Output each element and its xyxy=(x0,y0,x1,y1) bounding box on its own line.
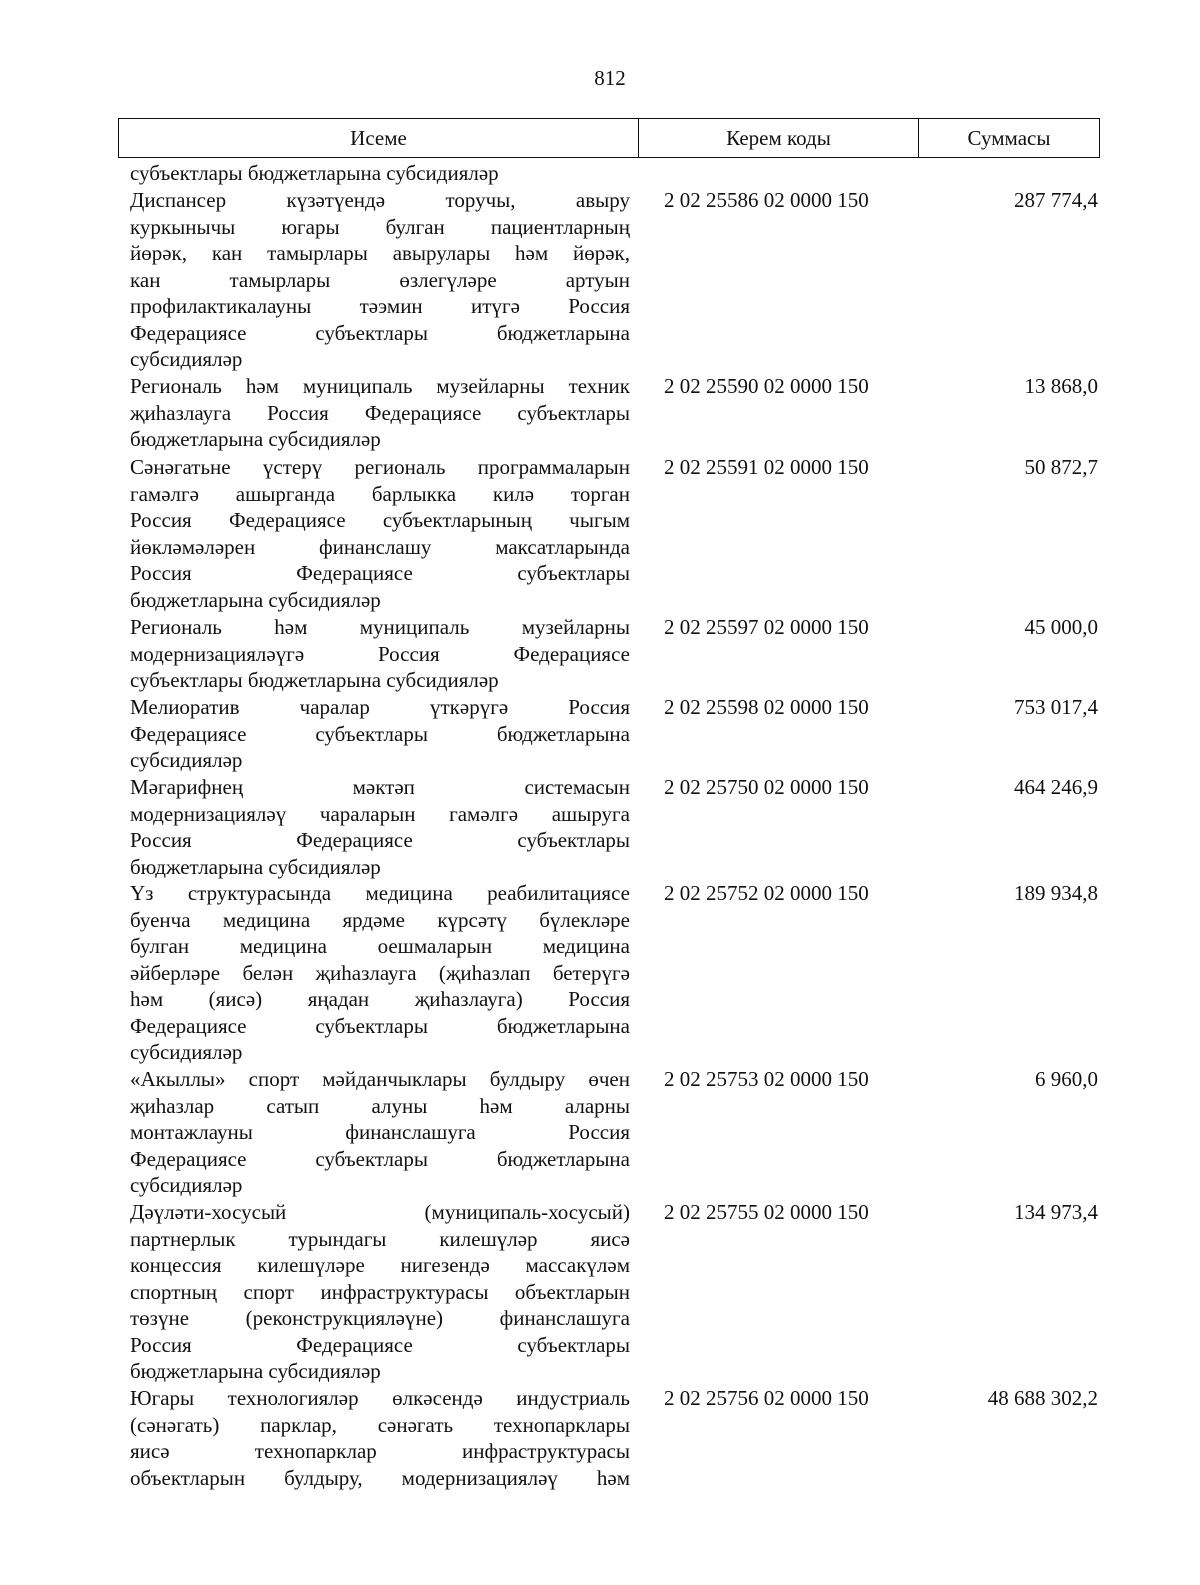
row-name-line: субсидияләр xyxy=(130,347,243,371)
row-name-line: субсидияләр xyxy=(130,1173,243,1197)
row-name-line: Үз структурасында медицина реабилитациясе xyxy=(130,881,630,905)
row-name-line: Россия Федерациясе субъектлары xyxy=(130,561,630,585)
row-name-line: «Акыллы» спорт мәйданчыклары булдыру өчен xyxy=(130,1067,630,1091)
row-name-line: монтажлауны финанслашуга Россия xyxy=(130,1120,630,1144)
row-name-line: яисә технопарклар инфраструктурасы xyxy=(130,1439,630,1463)
row-name-line: партнерлык турындагы килешүләр яисә xyxy=(130,1226,630,1251)
row-name-line: бюджетларына субсидияләр xyxy=(130,427,381,451)
row-sum: 48 688 302,2 xyxy=(987,1386,1098,1410)
row-sum: 753 017,4 xyxy=(1014,695,1098,719)
row-name xyxy=(130,694,630,774)
row-name-line: бюджетларына субсидияләр xyxy=(130,1359,381,1383)
row-name-line: гамәлгә ашырганда барлыкка килә торган xyxy=(130,481,630,506)
row-name-line: Россия Федерациясе субъектлары xyxy=(130,828,630,852)
row-name-line: профилактикалауны тәэмин итүгә Россия xyxy=(130,294,630,318)
row-name-line: буенча медицина ярдәме күрсәтү бүлекләре xyxy=(130,907,630,932)
row-name-line: Диспансер күзәтүендә торучы, авыру xyxy=(130,188,630,212)
row-code: 2 02 25586 02 0000 150 xyxy=(664,188,869,212)
row-name-line: җиһазлар сатып алуны һәм аларны xyxy=(130,1093,630,1118)
row-name-line: (сәнәгать) парклар, сәнәгать технопарклары xyxy=(130,1412,630,1437)
page-number: 812 xyxy=(594,66,626,90)
row-name-line: бюджетларына субсидияләр xyxy=(130,587,381,612)
row-code: 2 02 25590 02 0000 150 xyxy=(664,374,869,398)
row-sum: 464 246,9 xyxy=(1014,775,1098,799)
row-code: 2 02 25755 02 0000 150 xyxy=(664,1200,869,1224)
column-header-sum: Суммасы xyxy=(967,125,1051,150)
carry-over-text xyxy=(130,160,630,187)
row-name-line: Федерациясе субъектлары бюджетларына xyxy=(130,1146,630,1171)
row-sum: 189 934,8 xyxy=(1014,881,1098,905)
row-name-line: Россия Федерациясе субъектлары xyxy=(130,1332,630,1357)
row-sum: 134 973,4 xyxy=(1014,1200,1098,1224)
row-code: 2 02 25752 02 0000 150 xyxy=(664,881,869,905)
table-header xyxy=(118,118,1100,158)
column-header-code: Керем коды xyxy=(639,119,919,157)
carry-over-line: субъектлары бюджетларына субсидияләр xyxy=(130,161,499,185)
row-name-line: спортның спорт инфраструктурасы объектларын xyxy=(130,1279,630,1304)
row-name-line: төзүне (реконструкцияләүне) финанслашуга xyxy=(130,1306,630,1330)
row-sum: 13 868,0 xyxy=(1024,374,1098,398)
row-name-line: модернизацияләүгә Россия Федерациясе xyxy=(130,641,630,666)
row-code: 2 02 25750 02 0000 150 xyxy=(664,775,869,799)
row-name-line: булган медицина оешмаларын медицина xyxy=(130,934,630,958)
row-sum: 287 774,4 xyxy=(1014,188,1098,212)
row-code: 2 02 25756 02 0000 150 xyxy=(664,1386,869,1410)
row-name-line: йөрәк, кан тамырлары авырулары һәм йөрәк, xyxy=(130,241,630,265)
row-name-line: концессия килешүләре нигезендә массакүләм xyxy=(130,1253,630,1277)
row-name-line: җиһазлауга Россия Федерациясе субъектлары xyxy=(130,400,630,425)
row-name-line: Дәүләти-хосусый (муниципаль-хосусый) xyxy=(130,1200,630,1224)
row-name-line: кан тамырлары өзлегүләре артуын xyxy=(130,267,630,292)
row-code: 2 02 25598 02 0000 150 xyxy=(664,695,869,719)
row-name xyxy=(130,187,630,373)
row-name-line: субсидияләр xyxy=(130,748,243,772)
row-name-line: Федерациясе субъектлары бюджетларына xyxy=(130,320,630,345)
row-name xyxy=(130,1385,630,1491)
row-code: 2 02 25753 02 0000 150 xyxy=(664,1067,869,1091)
row-name-line: Мелиоратив чаралар үткәрүгә Россия xyxy=(130,695,630,719)
column-header-name: Исеме xyxy=(119,119,639,157)
row-name-line: Мәгарифнең мәктәп системасын xyxy=(130,775,630,799)
row-code: 2 02 25597 02 0000 150 xyxy=(664,615,869,639)
row-name-line: куркынычы югары булган пациентларның xyxy=(130,214,630,239)
row-name-line: һәм (яисә) яңадан җиһазлауга) Россия xyxy=(130,987,630,1011)
row-name-line: Федерациясе субъектлары бюджетларына xyxy=(130,721,630,746)
row-name xyxy=(130,774,630,880)
row-name-line: Сәнәгатьне үстерү региональ программаларын xyxy=(130,455,630,479)
row-name xyxy=(130,880,630,1066)
row-name-line: субсидияләр xyxy=(130,1040,243,1064)
row-name-line: Россия Федерациясе субъектларының чыгым xyxy=(130,508,630,532)
row-name-line: әйберләре белән җиһазлауга (җиһазлап бетерүгә xyxy=(130,960,630,985)
row-name-line: бюджетларына субсидияләр xyxy=(130,854,381,879)
row-name-line: Региональ һәм муниципаль музейларны xyxy=(130,615,630,639)
row-sum: 6 960,0 xyxy=(1035,1067,1098,1091)
row-name xyxy=(130,614,630,694)
row-name xyxy=(130,454,630,613)
row-name-line: Югары технологияләр өлкәсендә индустриаль xyxy=(130,1386,630,1410)
row-name-line: Региональ һәм муниципаль музейларны техник xyxy=(130,374,630,398)
row-name xyxy=(130,373,630,453)
row-name-line: йөкләмәләрен финанслашу максатларында xyxy=(130,534,630,559)
row-name-line: Федерациясе субъектлары бюджетларына xyxy=(130,1013,630,1038)
row-name-line: субъектлары бюджетларына субсидияләр xyxy=(130,668,499,692)
row-name-line: объектларын булдыру, модернизацияләү һәм xyxy=(130,1465,630,1490)
row-sum: 45 000,0 xyxy=(1024,615,1098,639)
row-name xyxy=(130,1066,630,1199)
row-sum: 50 872,7 xyxy=(1024,455,1098,479)
row-name-line: модернизацияләү чараларын гамәлгә ашыруга xyxy=(130,801,630,826)
row-name xyxy=(130,1199,630,1385)
row-code: 2 02 25591 02 0000 150 xyxy=(664,455,869,479)
